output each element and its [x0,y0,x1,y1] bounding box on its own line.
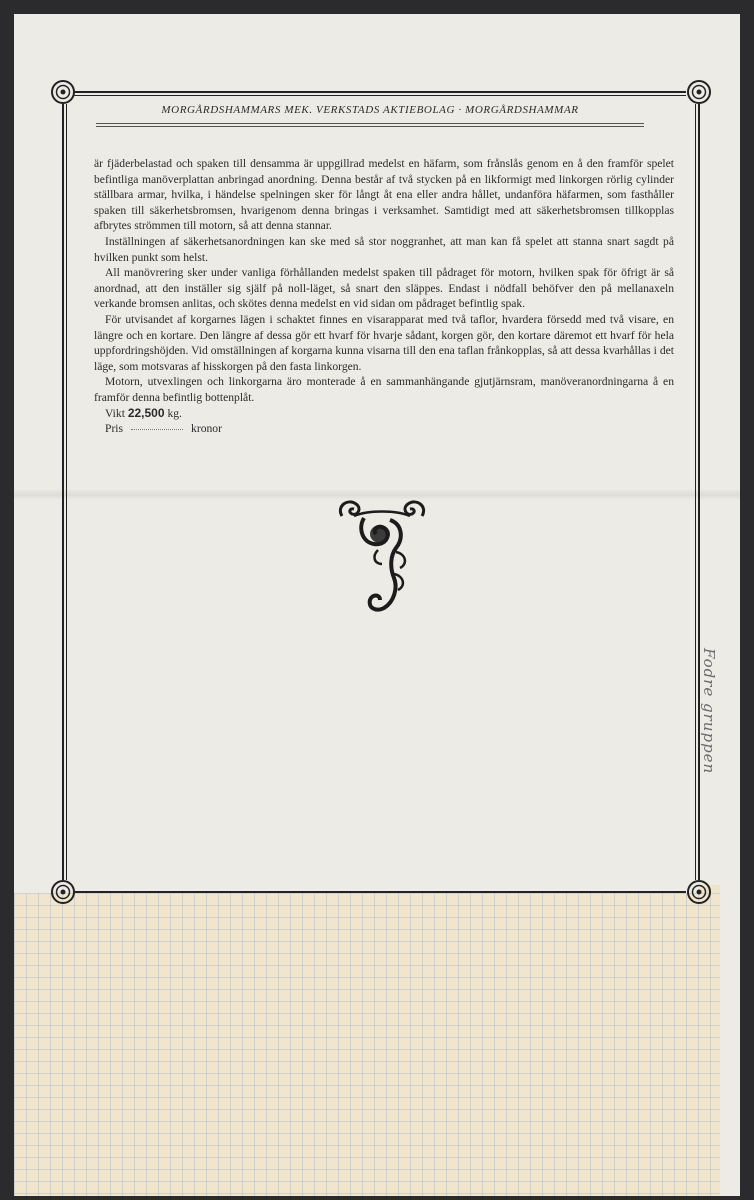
paragraph: All manövrering sker under vanliga förhållanden medelst spaken till pådraget för motorn, hvilken spak för öfrigt är så anordnad, att den inställer sig själf på noll-läget, så snart den släppes. Endast i nödfall behöfver den på mellanaxeln verkande bromsen anlitas, och skötes denna medelst en vid sidan om pådraget befintlig spak. [94,266,674,311]
price-line [94,421,674,437]
frame-left-outer [62,104,64,880]
body-text [94,156,674,437]
weight-unit: kg. [167,406,182,420]
letterhead: MORGÅRDSHAMMARS MEK. VERKSTADS AKTIEBOLAG · MORGÅRDSHAMMAR [161,104,579,116]
price-label: Pris [105,422,124,436]
header-rule-lower [96,126,644,127]
header-rule-upper [96,123,644,124]
paragraph: är fjäderbelastad och spaken till densamma är uppgillrad medelst en häfarm, som frånslås genom en å den framför spelet befintliga manöverplattan anbringad anordning. Denna består af två stycken på en likformigt med linkorgen rörlig cylinder ställbara armar, hvilka, i händelse spelningen sker för långt åt ena eller andra hållet, undanföra häfarmen, som fasthåller spaken till säkerhetsbromsen, hvarigenom denna bringas i verksamhet. Samtidigt med att säkerhetsbromsen tillkopplas afbrytes strömmen till motorn, så att denna stannar. [94,157,674,233]
price-unit: kronor [191,422,222,436]
corner-ornament-top-left [50,79,76,105]
frame-right-inner [695,104,696,880]
paragraph: Motorn, utvexlingen och linkorgarna äro monterade å en sammanhängande gjutjärnsram, manöveranordningarna å en framför denna befintlig bottenplåt. [94,375,674,404]
frame-left-inner [66,104,67,880]
frame-bottom-outer [74,891,686,893]
paragraph: Inställningen af säkerhetsanordningen kan ske med så stor noggranhet, att man kan få spelet att stanna snart sagdt på hvilken punkt som helst. [94,234,674,264]
decorative-ornament [334,494,430,620]
handwritten-note: Fodre gruppen [700,648,718,775]
grid-paper-overlay [14,893,720,1196]
weight-line [94,406,674,422]
weight-label: Vikt [105,406,125,420]
frame-top-outer [74,91,686,93]
corner-ornament-bottom-left [50,879,76,905]
price-blank [131,429,183,430]
frame-top-inner [74,95,686,96]
corner-ornament-top-right [686,79,712,105]
corner-ornament-bottom-right [686,879,712,905]
weight-value: 22,500 [127,405,165,420]
paragraph: För utvisandet af korgarnes lägen i schaktet finnes en visarapparat med två taflor, hvardera försedd med två visare, en längre och en kortare. Den längre af dessa gör ett hvarf för hvarje sådant, korgen gör, den kortare däremot ett hvarf för hela uppfordringshöjden. Vid omställningen af korgarna kunna visarna till den ena taflan frånkopplas, så att dessa kvarhållas i det läge, som motsvaras af hisskorgen på den fasta linkorgen. [94,312,674,373]
